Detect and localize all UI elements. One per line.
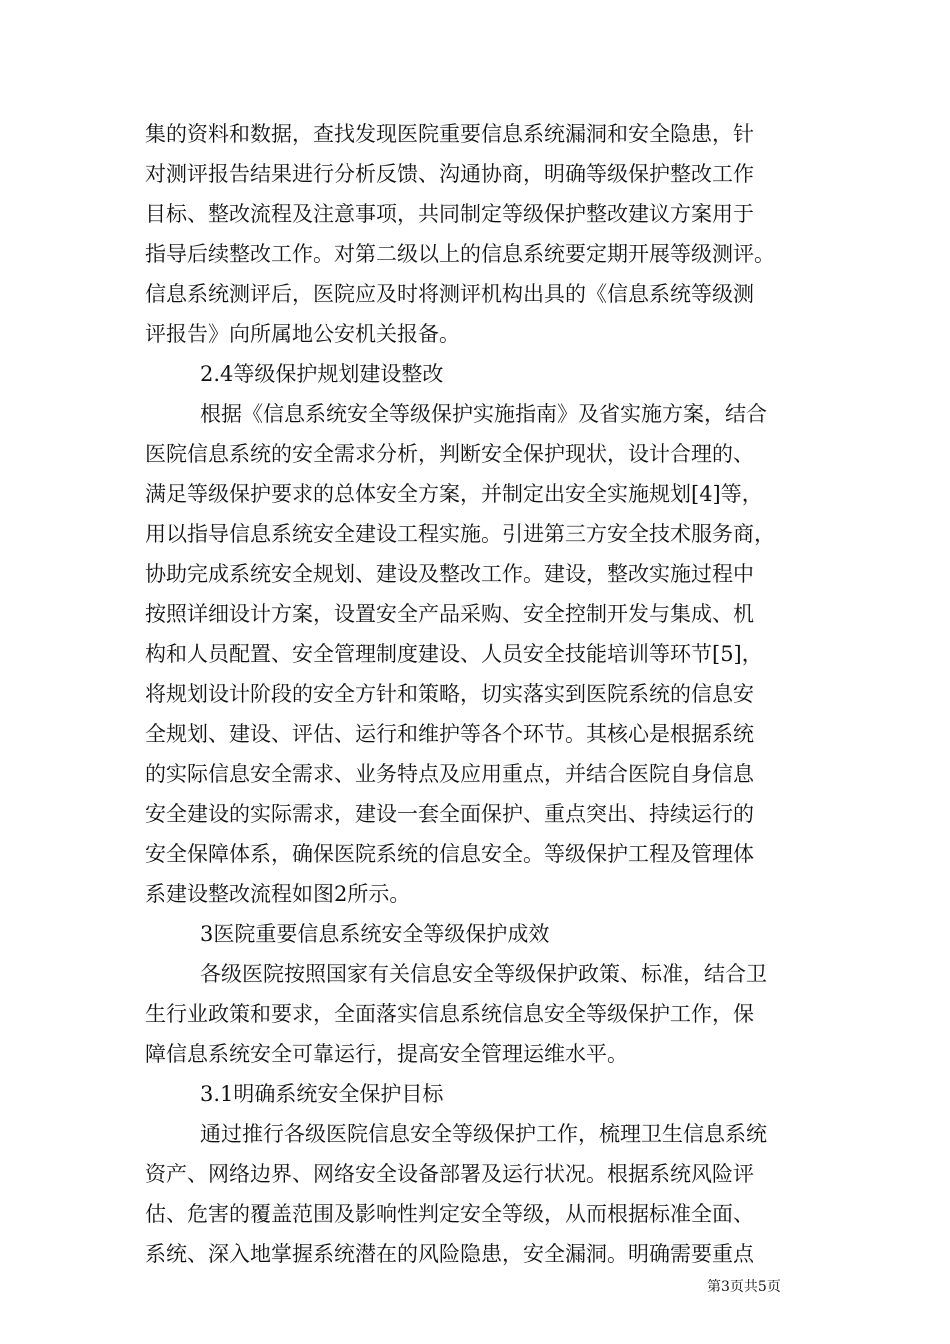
text-line: 的实际信息安全需求、业务特点及应用重点，并结合医院自身信息 <box>145 762 754 786</box>
text-line: 协助完成系统安全规划、建设及整改工作。建设，整改实施过程中 <box>145 562 754 586</box>
text-line: 将规划设计阶段的安全方针和策略，切实落实到医院系统的信息安 <box>145 682 754 706</box>
text-line: 指导后续整改工作。对第二级以上的信息系统要定期开展等级测评。 <box>145 242 775 266</box>
text-line: 按照详细设计方案，设置安全产品采购、安全控制开发与集成、机 <box>145 602 754 626</box>
text-line: 满足等级保护要求的总体安全方案，并制定出安全实施规划[4]等， <box>145 482 763 506</box>
page-number: 第3页共5页 <box>707 1279 781 1295</box>
text-line: 医院信息系统的安全需求分析，判断安全保护现状，设计合理的、 <box>145 442 754 466</box>
text-line: 对测评报告结果进行分析反馈、沟通协商，明确等级保护整改工作 <box>145 162 754 186</box>
text-line: 障信息系统安全可靠运行，提高安全管理运维水平。 <box>145 1042 628 1066</box>
text-line: 评报告》向所属地公安机关报备。 <box>145 322 460 346</box>
text-line: 构和人员配置、安全管理制度建设、人员安全技能培训等环节[5]， <box>145 642 763 666</box>
text-line: 估、危害的覆盖范围及影响性判定安全等级，从而根据标准全面、 <box>145 1202 754 1226</box>
text-line: 全规划、建设、评估、运行和维护等各个环节。其核心是根据系统 <box>145 722 754 746</box>
text-line: 生行业政策和要求，全面落实信息系统信息安全等级保护工作，保 <box>145 1002 754 1026</box>
text-line: 根据《信息系统安全等级保护实施指南》及省实施方案，结合 <box>200 402 767 426</box>
text-line: 系建设整改流程如图2所示。 <box>145 882 411 906</box>
section-heading: 2.4等级保护规划建设整改 <box>200 362 444 386</box>
text-line: 资产、网络边界、网络安全设备部署及运行状况。根据系统风险评 <box>145 1162 754 1186</box>
text-line: 各级医院按照国家有关信息安全等级保护政策、标准，结合卫 <box>200 962 767 986</box>
text-line: 系统、深入地掌握系统潜在的风险隐患，安全漏洞。明确需要重点 <box>145 1242 754 1266</box>
text-line: 信息系统测评后，医院应及时将测评机构出具的《信息系统等级测 <box>145 282 754 306</box>
section-heading: 3医院重要信息系统安全等级保护成效 <box>200 922 550 946</box>
text-line: 用以指导信息系统安全建设工程实施。引进第三方安全技术服务商， <box>145 522 775 546</box>
text-line: 安全保障体系，确保医院系统的信息安全。等级保护工程及管理体 <box>145 842 754 866</box>
section-heading: 3.1明确系统安全保护目标 <box>200 1082 444 1106</box>
text-line: 集的资料和数据，查找发现医院重要信息系统漏洞和安全隐患，针 <box>145 122 754 146</box>
text-line: 安全建设的实际需求，建设一套全面保护、重点突出、持续运行的 <box>145 802 754 826</box>
text-line: 通过推行各级医院信息安全等级保护工作，梳理卫生信息系统 <box>200 1122 767 1146</box>
text-line: 目标、整改流程及注意事项，共同制定等级保护整改建议方案用于 <box>145 202 754 226</box>
